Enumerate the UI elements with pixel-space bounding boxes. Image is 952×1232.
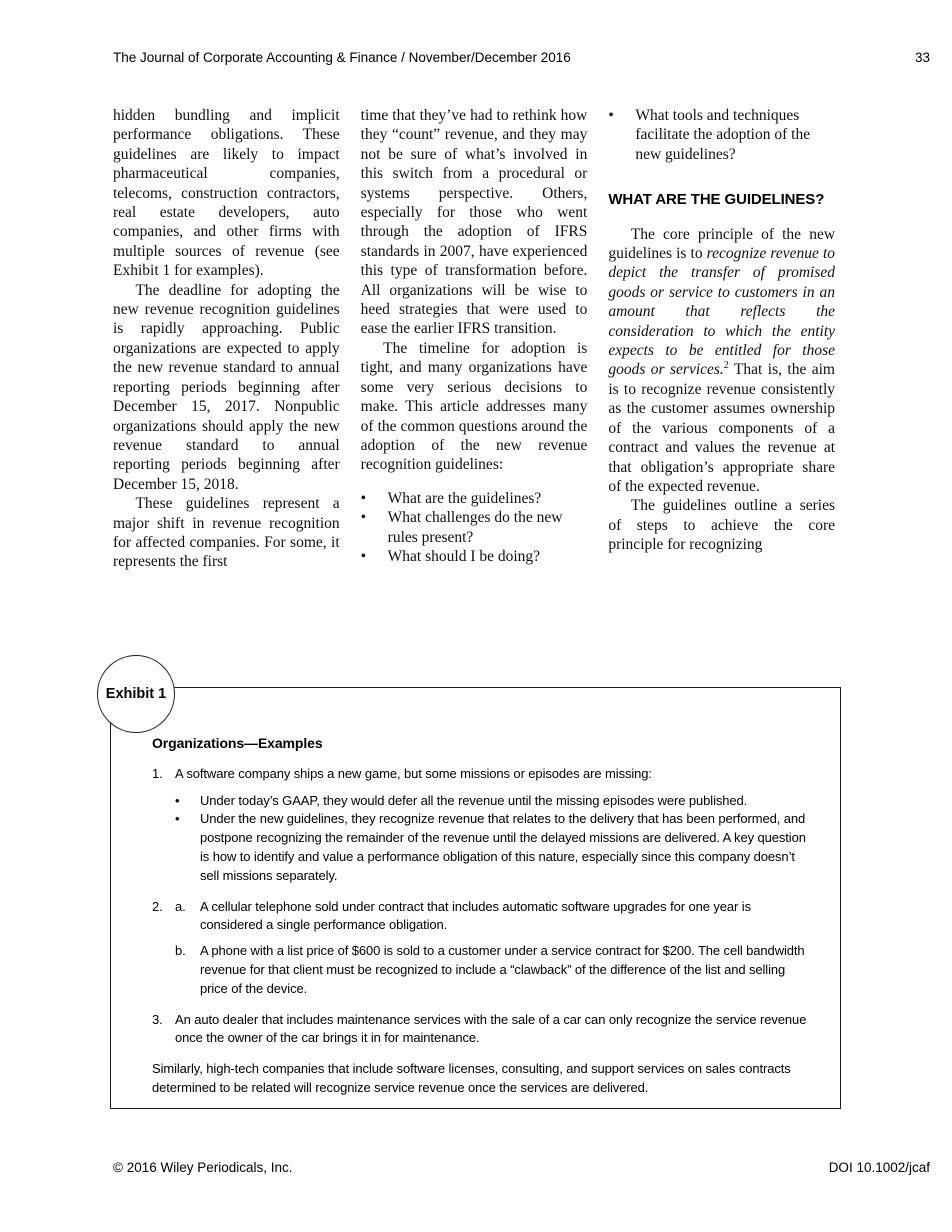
paragraph bbox=[608, 225, 835, 497]
article-column-2 bbox=[361, 106, 588, 572]
bullet-item bbox=[361, 508, 588, 547]
article-column-3 bbox=[608, 106, 835, 572]
item-body bbox=[175, 898, 812, 999]
sub-item-a bbox=[175, 898, 812, 936]
doi: DOI 10.1002/jcaf bbox=[828, 1160, 930, 1175]
bullet-text: What tools and techniques facilitate the adoption of the new guidelines? bbox=[635, 107, 811, 163]
bullet-icon bbox=[361, 547, 388, 566]
sub-item-letter: a. bbox=[175, 898, 186, 914]
bullet-text: What should I be doing? bbox=[387, 547, 541, 565]
bullet-text: What challenges do the new rules present? bbox=[387, 509, 563, 546]
exhibit-item-2 bbox=[152, 898, 812, 999]
italic-run: recognize revenue to depict the transfer of promised goods or service to customers in an amount that reflects the consideration to which the entity expects to be entitled for those goods or services. bbox=[608, 245, 836, 379]
exhibit-item-1 bbox=[152, 765, 812, 886]
paragraph: These guidelines represent a major shift in revenue recognition for affected companies. For some, it represents the first bbox=[113, 495, 340, 571]
bullet-icon bbox=[361, 508, 388, 547]
article-column-1 bbox=[113, 106, 340, 572]
paragraph: hidden bundling and implicit performance obligations. These guidelines are likely to impact pharmaceutical companies, telecoms, construction contractors, real estate developers, auto companies, and other firms with multiple sources of revenue (see Exhibit 1 for examples). bbox=[113, 107, 340, 280]
text-run: That is, the aim is to recognize revenue consistently as the customer assumes ownership of the various components of a contract and values the revenue at that obligation’s appropriate share of the expected revenue. bbox=[608, 361, 836, 495]
page-footer bbox=[113, 1160, 930, 1175]
exhibit-title: Organizations—Examples bbox=[152, 735, 323, 751]
paragraph: time that they’ve had to rethink how they “count” revenue, and they may not be sure of what’s involved in this switch from a procedural or systems perspective. Others, especially for those who went through the adoption of IFRS standards in 2007, have experienced this type of transformation before. All organizations will be wise to heed strategies that were used to ease the earlier IFRS transition. bbox=[360, 107, 588, 338]
sub-item-text: A cellular telephone sold under contract that includes automatic software upgrades for one year is considered a single performance obligation. bbox=[200, 898, 751, 933]
question-bullet-list bbox=[361, 489, 588, 567]
paragraph: The guidelines outline a series of steps to achieve the core principle for recognizing bbox=[608, 497, 836, 554]
item-text: An auto dealer that includes maintenance services with the sale of a car can only recognize the service revenue once the owner of the car brings it in for maintenance. bbox=[175, 1011, 807, 1046]
article-body bbox=[113, 106, 835, 572]
item-body bbox=[175, 765, 812, 886]
text-run: The core principle of the new guidelines is to bbox=[608, 225, 836, 263]
bullet-text: What are the guidelines? bbox=[387, 489, 542, 507]
section-heading: WHAT ARE THE GUIDELINES? bbox=[608, 191, 825, 209]
paragraph: The timeline for adoption is tight, and many organizations have some very serious decisions to make. This article addresses many of the common questions around the adoption of the new revenue recognition guidelines: bbox=[360, 339, 588, 474]
item-number: 3. bbox=[152, 1011, 163, 1027]
copyright-notice: © 2016 Wiley Periodicals, Inc. bbox=[113, 1160, 293, 1175]
bullet-item bbox=[608, 106, 835, 164]
sub-item-letter: b. bbox=[175, 943, 186, 959]
exhibit-label: Exhibit 1 bbox=[105, 686, 167, 702]
bullet-icon bbox=[361, 489, 388, 508]
bullet-text: Under the new guidelines, they recognize revenue that relates to the delivery that has been performed, and postpone recognizing the remainder of the revenue until the delayed missions are delivered. A key question is how to identify and value a performance obligation of this nature, especially since this company doesn’t sell missions separately. bbox=[200, 811, 806, 883]
item-bullet-list bbox=[175, 792, 812, 886]
bullet-item bbox=[175, 810, 812, 885]
exhibit-item-3 bbox=[152, 1011, 812, 1049]
paragraph: The deadline for adopting the new revenue recognition guidelines is rapidly approaching. Public organizations are expected to apply the new revenue standard to annual reporting periods beginning after December 15, 2017. Nonpublic organizations should apply the new revenue standard to annual reporting periods beginning after December 15, 2018. bbox=[113, 281, 340, 493]
bullet-item bbox=[361, 489, 588, 508]
question-bullet-list bbox=[608, 106, 835, 164]
running-head bbox=[113, 50, 930, 65]
sub-item-b bbox=[175, 942, 812, 998]
journal-title: The Journal of Corporate Accounting & Finance / November/December 2016 bbox=[113, 50, 571, 65]
bullet-text: Under today’s GAAP, they would defer all the revenue until the missing episodes were published. bbox=[200, 792, 748, 808]
bullet-icon bbox=[175, 792, 200, 811]
item-number: 2. bbox=[152, 898, 163, 914]
sub-item-text: A phone with a list price of $600 is sold to a customer under a service contract for $200. The cell bandwidth revenue for that client must be recognized to include a “clawback” of the difference of the list and selling price of the device. bbox=[200, 943, 805, 996]
bullet-item bbox=[175, 792, 812, 811]
bullet-item bbox=[361, 547, 588, 566]
item-number: 1. bbox=[152, 765, 163, 781]
bullet-icon bbox=[608, 106, 635, 164]
item-text: A software company ships a new game, but some missions or episodes are missing: bbox=[175, 765, 652, 781]
bullet-icon bbox=[175, 810, 200, 885]
exhibit-content bbox=[152, 734, 812, 1098]
footnote-ref: 2 bbox=[723, 360, 729, 372]
page-number: 33 bbox=[914, 50, 930, 65]
item-body bbox=[175, 1011, 812, 1049]
exhibit-label-circle bbox=[97, 655, 175, 733]
exhibit-closing-paragraph: Similarly, high-tech companies that include software licenses, consulting, and support services on sales contracts determined to be related will recognize service revenue once the services are delivered. bbox=[152, 1061, 791, 1095]
